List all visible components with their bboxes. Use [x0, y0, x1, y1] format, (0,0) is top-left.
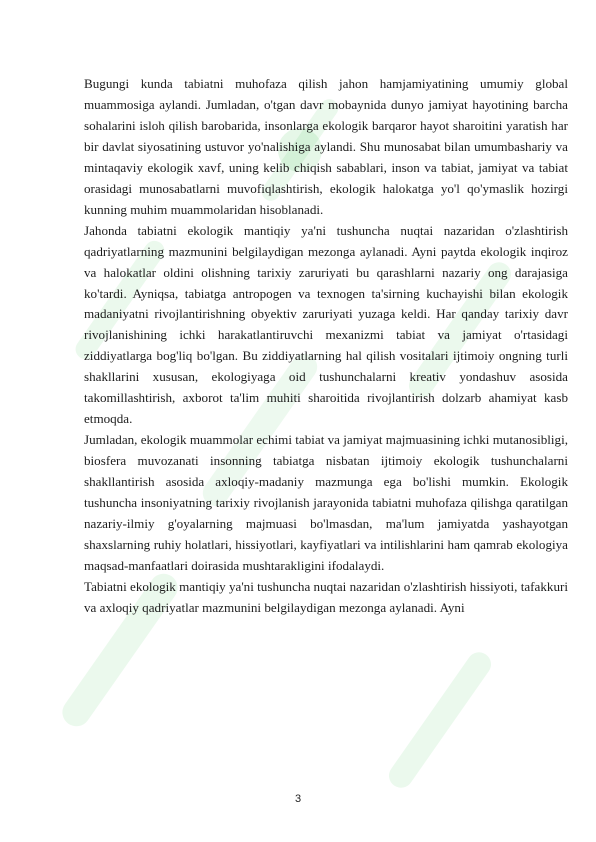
- page-number: 3: [294, 793, 302, 805]
- paragraph-1: Bugungi kunda tabiatni muhofaza qilish jahon hamjamiyatining umumiy global muammosiga aylandi. Jumladan, o'tgan davr mobaynida dunyo jamiyat hayotining barcha sohalarini isloh qilish barobarida, insonlarga ekologik barqaror hayot sharoitini yaratish har bir davlat siyosatining ustuvor yo'nalishiga aylandi. Shu munosabat bilan umumbashariy va mintaqaviy ekologik xavf, uning kelib chiqish sabablari, inson va tabiat, jamiyat va tabiat orasidagi munosabatlarni muvofiqlashtirish, ekologik halokatga yo'l qo'ymaslik hozirgi kunning muhim muammolaridan hisoblanadi.: [84, 76, 568, 217]
- paragraph-4: Tabiatni ekologik mantiqiy ya'ni tushuncha nuqtai nazaridan o'zlashtirish hissiyoti, tafakkuri va axloqiy qadriyatlar mazmunini belgilaydigan mezonga aylanadi. Ayni: [84, 578, 568, 615]
- paragraph-2: Jahonda tabiatni ekologik mantiqiy ya'ni tushuncha nuqtai nazaridan o'zlashtirish qadriyatlarning mazmunini belgilaydigan mezonga aylanadi. Ayni paytda ekologik inqiroz va halokatlar oldini olishning tarixiy zaruriyati bu qarashlarni nazariy ong darajasiga ko'tardi. Ayniqsa, tabiatga antropogen va texnogen ta'sirning kuchayishi bilan ekologik madaniyatni rivojlantirishning obyektiv zaruriyati yuzaga keldi. Har qanday tarixiy davr rivojlanishining ichki harakatlantiruvchi mexanizmi tabiat va jamiyat o'rtasidagi ziddiyatlarga bog'liq bo'lgan. Bu ziddiyatlarning hal qilish vositalari ijtimoiy ongning turli shakllarini xususan, ekologiyaga oid tushunchalarni kreativ yondashuv asosida takomillashtirish, axborot ta'lim muhiti sharoitida rivojlantirish dolzarb ahamiyat kasb etmoqda.: [84, 222, 568, 427]
- body-text: [84, 74, 568, 619]
- paragraph-3: Jumladan, ekologik muammolar echimi tabiat va jamiyat majmuasining ichki mutanosibligi, biosfera muvozanati insonning tabiatga nisbatan ijtimoiy ekologik tushunchalarni shakllantirish asosida axloqiy-madaniy mazmunga ega bo'lishi mumkin. Ekologik tushuncha insoniyatning tarixiy rivojlanish jarayonida tabiatni muhofaza qilishga qaratilgan nazariy-ilmiy g'oyalarning majmuasi bo'lmasdan, ma'lum jamiyatda yashayotgan shaxslarning ruhiy holatlari, hissiyotlari, kayfiyatlari va intilishlarini ham qamrab ekologiya maqsad-manfaatlari doirasida mushtarakligini ifodalaydi.: [84, 432, 569, 573]
